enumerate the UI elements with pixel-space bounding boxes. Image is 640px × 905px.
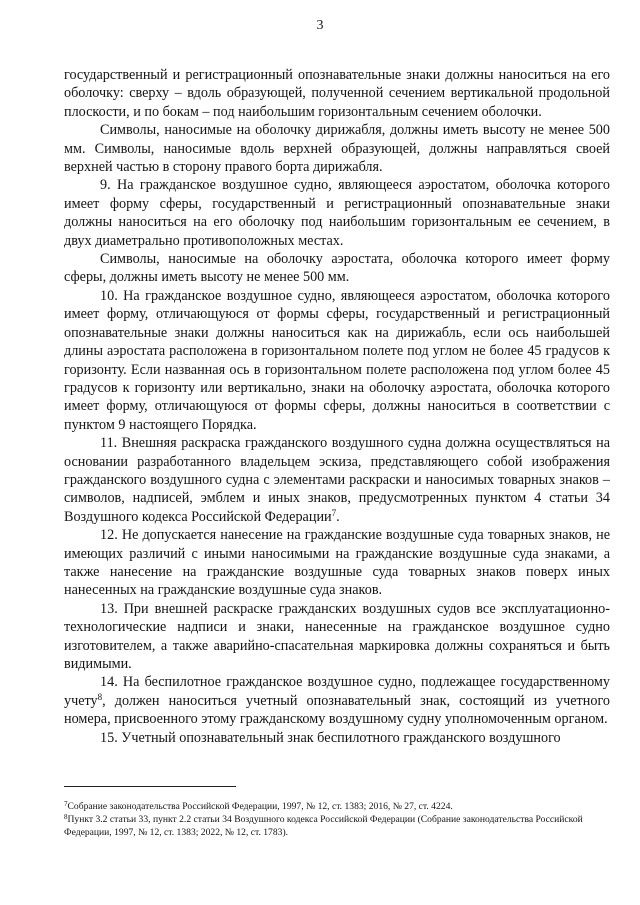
footnote-8: [64, 814, 610, 839]
footnote-text: Пункт 3.2 статьи 33, пункт 2.2 статьи 34 Воздушного кодекса Российской Федерации (Собрание законодательства Российской Федерации, 1997, № 12, ст. 1383; 2022, № 12, ст. 1783).: [64, 814, 583, 838]
paragraph-continuation: государственный и регистрационный опознавательные знаки должны наноситься на его оболочку: сверху – вдоль образующей, полученной сечением вертикальной продольной плоскости, и по бокам – под наибольшим горизонтальным сечением оболочки.: [64, 67, 610, 120]
paragraph-14: [64, 673, 610, 728]
paragraph-9-symbols: Символы, наносимые на оболочку аэростата, оболочка которого имеет форму сферы, должны иметь высоту не менее 500 мм.: [64, 251, 610, 286]
paragraph-airship-symbols: Символы, наносимые на оболочку дирижабля, должны иметь высоту не менее 500 мм. Символы, наносимые вдоль верхней образующей, должны направляться своей верхней частью в сторону правого борта дирижабля.: [64, 122, 610, 176]
paragraph-13: 13. При внешней раскраске гражданских воздушных судов все эксплуатационно-технологические надписи и знаки, нанесенные на гражданское воздушное судно изготовителем, а также аварийно-спасательная маркировка должны сохраняться и быть видимыми.: [64, 600, 610, 672]
footnote-7: [64, 801, 610, 813]
paragraph-11-end: .: [336, 508, 340, 525]
paragraph-14-text: 14. На беспилотное гражданское воздушное судно, подлежащее государственному учету: [64, 674, 610, 709]
paragraph-12: 12. Не допускается нанесение на гражданские воздушные суда товарных знаков, не имеющих различий с иными наносимыми на гражданские воздушные суда знаками, а также нанесение на гражданские воздушные суда товарных знаков поверх иных нанесенных на гражданские воздушные суда знаков.: [64, 527, 610, 599]
footnote-ref-8[interactable]: 8: [97, 691, 103, 702]
paragraph-9: 9. На гражданское воздушное судно, являющееся аэростатом, оболочка которого имеет форму сферы, государственный и регистрационный опознавательные знаки должны наноситься на его оболочку под наибольшим горизонтальным ее сечением, в двух диаметрально противоположных местах.: [64, 177, 610, 249]
paragraph-14-rest: , должен наноситься учетный опознавательный знак, состоящий из учетного номера, присвоенного этому гражданскому воздушному судну уполномоченным органом.: [64, 692, 610, 728]
page-number: 3: [316, 18, 324, 33]
footnote-ref-7[interactable]: 7: [331, 507, 337, 518]
footnote-marker: 7: [64, 800, 68, 808]
paragraph-11-text: 11. Внешняя раскраска гражданского воздушного судна должна осуществляться на основании разработанного владельцем эскиза, представляющего собой изображения гражданского воздушного судна с элементами раскраски и наносимых товарных знаков – символов, надписей, эмблем и иных знаков, предусмотренных пунктом 4 статьи 34 Воздушного кодекса Российской Федерации: [64, 435, 610, 525]
body-text: [64, 66, 610, 747]
paragraph-10: 10. На гражданское воздушное судно, являющееся аэростатом, оболочка которого имеет форму, отличающуюся от формы сферы, государственный и регистрационный опознавательные знаки должны наноситься как на дирижабль, если ось наибольшей длины аэростата расположена в горизонтальном полете под углом не более 45 градусов к горизонту. Если названная ось в горизонтальном полете расположена под углом более 45 градусов к горизонту или вертикально, знаки на оболочку аэростата, оболочка которого имеет форму, отличающуюся от формы сферы, должны наноситься в соответствии с пунктом 9 настоящего Порядка.: [64, 287, 610, 433]
footnote-text: Собрание законодательства Российской Федерации, 1997, № 12, ст. 1383; 2016, № 27, ст. 4224.: [67, 801, 453, 812]
footnote-separator: [64, 786, 236, 787]
paragraph-15: 15. Учетный опознавательный знак беспилотного гражданского воздушного: [100, 729, 561, 746]
footnotes: [64, 801, 610, 840]
footnote-marker: 8: [64, 813, 68, 822]
paragraph-11: [64, 434, 610, 526]
